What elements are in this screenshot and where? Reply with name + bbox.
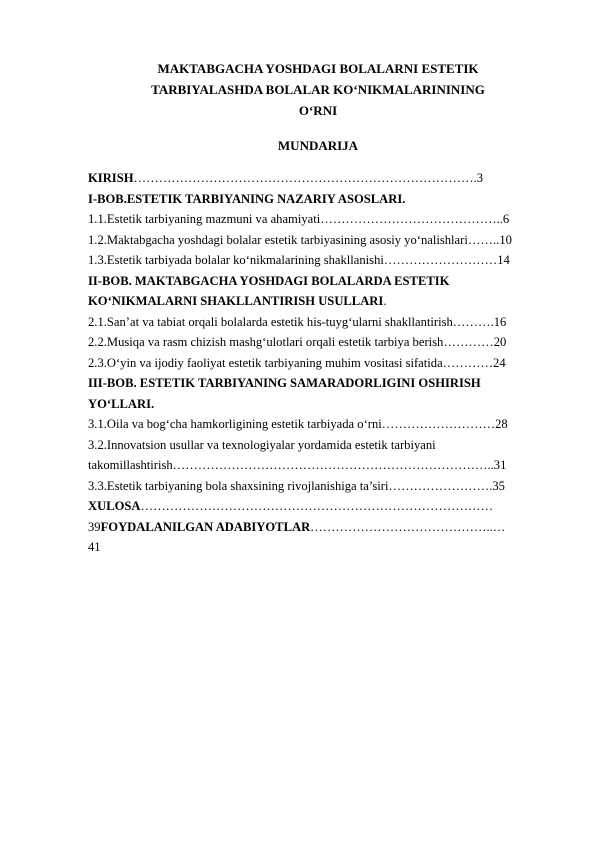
toc-chapter-3-line-1: III-BOB. ESTETIK TARBIYANING SAMARADORLIGINI OSHIRISH [88,376,481,390]
title-line-1: MAKTABGACHA YOSHDAGI BOLALARNI ESTETIK [157,61,479,76]
toc-chapter-2-line-1: II-BOB. MAKTABGACHA YOSHDAGI BOLALARDA ESTETIK [88,273,450,288]
toc-entry-3-3: 3.3.Estetik tarbiyaning bola shaxsining rivojlanishiga ta’siri…………………….35 [88,478,505,493]
toc-chapter-3-line-2: YO‘LLARI. [88,396,155,411]
toc-entry-3-1: 3.1.Oila va bog‘cha hamkorligining estetik tarbiyada o‘rni………………………28 [88,417,508,431]
toc-chapter-1: I-BOB.ESTETIK TARBIYANING NAZARIY ASOSLARI. [88,191,406,206]
toc-entry-2-2: 2.2.Musiqa va rasm chizish mashg‘ulotlari orqali estetik tarbiya berish…………20 [88,335,507,349]
toc-entry-xulosa: XULOSA………………………………………………………………………… [88,499,494,513]
contents-heading: MUNDARIJA [277,138,359,153]
toc-entry-3-2-line-1: 3.2.Innovatsion usullar va texnologiyalar yordamida estetik tarbiyani [88,437,436,452]
toc-entry-kirish: KIRISH……………………………………………………………………….3 [88,171,483,185]
toc-adabiyotlar-page: 41 [88,540,101,554]
toc-entry-3-2-line-2: takomillashtirish…………………………………………………………………..31 [88,458,507,472]
toc-entry-1-3: 1.3.Estetik tarbiyada bolalar ko‘nikmalarining shakllanishi………………………14 [88,253,510,267]
toc-entry-1-2: 1.2.Maktabgacha yoshdagi bolalar estetik tarbiyasining asosiy yo‘nalishlari……..10 [88,232,512,247]
toc-chapter-2-line-2: KO‘NIKMALARNI SHAKLLANTIRISH USULLARI. [88,294,387,308]
toc-entry-1-1: 1.1.Estetik tarbiyaning mazmuni va ahamiyati……………………………………..6 [88,212,510,226]
table-of-contents [88,168,552,558]
document-title [90,58,546,121]
toc-entry-adabiyotlar: 39FOYDALANILGAN ADABIYOTLAR……………………………………..… [88,519,506,534]
toc-entry-2-3: 2.3.O‘yin va ijodiy faoliyat estetik tarbiyaning muhim vositasi sifatida…………24 [88,355,506,370]
toc-entry-2-1: 2.1.San’at va tabiat orqali bolalarda estetik his-tuyg‘ularni shakllantirish……….16 [88,314,507,329]
title-line-3: O‘RNI [298,103,338,118]
title-line-2: TARBIYALASHDA BOLALAR KO‘NIKMALARININING [151,82,485,97]
